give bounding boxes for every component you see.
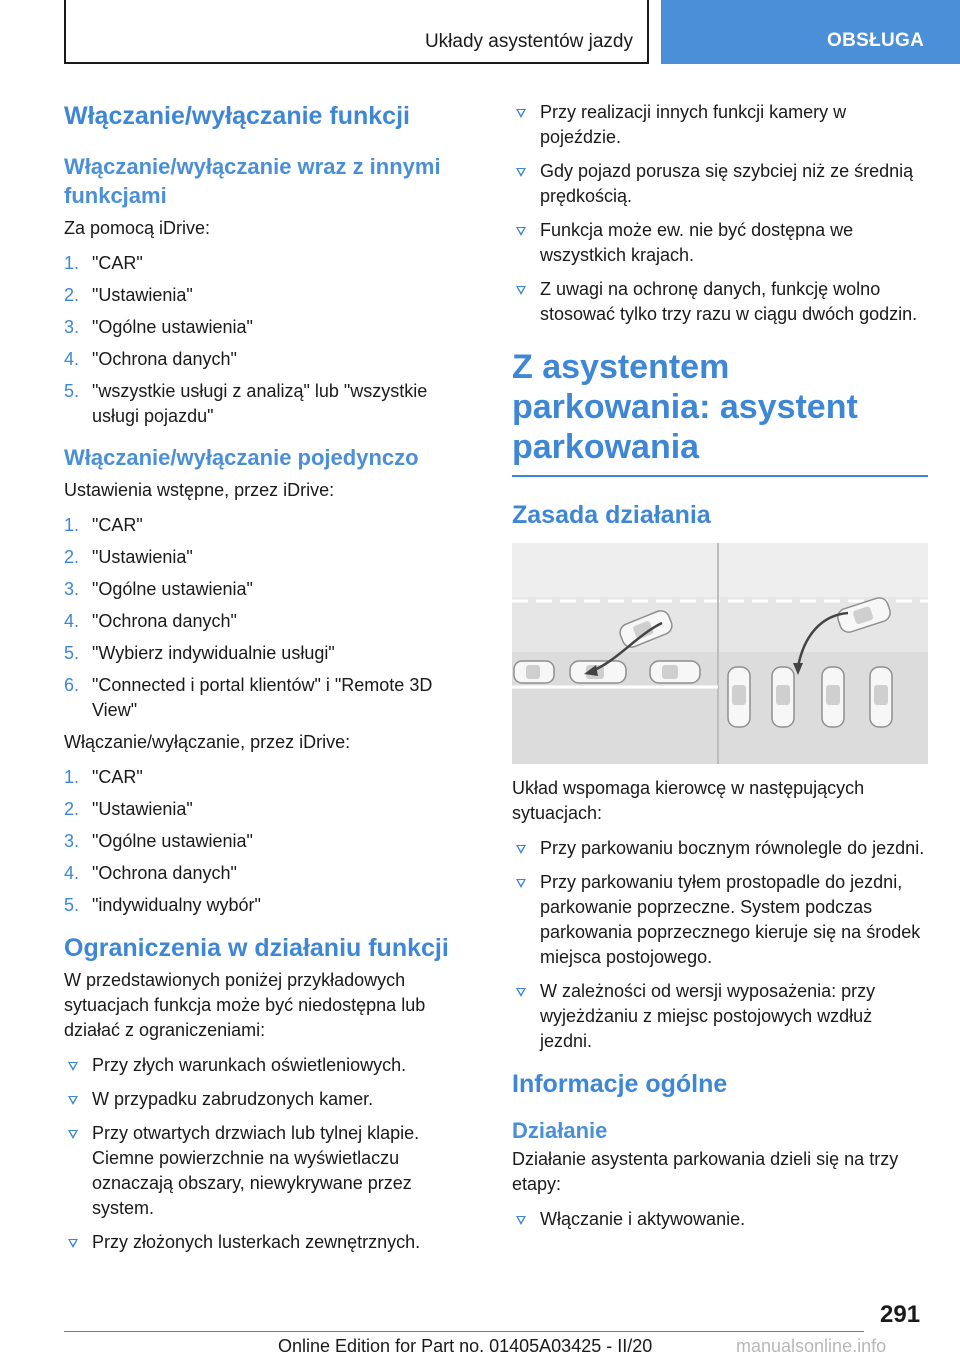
triangle-bullet-icon <box>68 1130 78 1139</box>
list-item: 3. "Ogólne ustawienia" <box>64 317 253 337</box>
left-column <box>64 100 476 1264</box>
triangle-bullet-icon <box>68 1239 78 1248</box>
list-item: 1. "CAR" <box>64 515 143 535</box>
list-item: 1. "CAR" <box>64 767 143 787</box>
triangle-bullet-icon <box>516 109 526 118</box>
header-chapter-label: OBSŁUGA <box>827 30 925 51</box>
heading-divider <box>512 475 928 477</box>
triangle-bullet-icon <box>516 227 526 236</box>
list-item: Przy otwartych drzwiach lub tylnej klapie. Ciemne powierzchnie na wyświetlaczu oznaczają obszary, niewykrywane przez system. <box>64 1121 476 1221</box>
list-item: 2. "Ustawienia" <box>64 547 193 567</box>
list-item: Przy złożonych lusterkach zewnętrznych. <box>64 1230 476 1255</box>
steps-list-3 <box>64 765 476 918</box>
heading-switch-with-others: Włączanie/wyłączanie wraz z innymi funkcjami <box>64 154 441 208</box>
heading-function-limits: Ograniczenia w działaniu funkcji <box>64 934 449 962</box>
list-item: Przy realizacji innych funkcji kamery w pojeździe. <box>512 100 928 150</box>
triangle-bullet-icon <box>516 168 526 177</box>
heading-function: Działanie <box>512 1118 608 1143</box>
list-item: Włączanie i aktywowanie. <box>512 1207 928 1232</box>
triangle-bullet-icon <box>516 988 526 997</box>
paragraph-limits: W przedstawionych poniżej przykładowych sytuacjach funkcja może być niedostępna lub działać z ograniczeniami: <box>64 970 426 1040</box>
list-item: 6. "Connected i portal klientów" i "Remote 3D View" <box>64 675 433 720</box>
triangle-bullet-icon <box>68 1096 78 1105</box>
list-item: 4. "Ochrona danych" <box>64 611 237 631</box>
list-item: 5. "Wybierz indywidualnie usługi" <box>64 643 335 663</box>
list-item: Funkcja może ew. nie być dostępna we wszystkich krajach. <box>512 218 928 268</box>
header-chapter-tab[interactable] <box>661 0 960 64</box>
triangle-bullet-icon <box>516 879 526 888</box>
list-item: W zależności od wersji wyposażenia: przy wyjeżdżaniu z miejsc postojowych wzdłuż jezdni. <box>512 979 928 1054</box>
triangle-bullet-icon <box>68 1062 78 1071</box>
footer-edition: Online Edition for Part no. 01405A03425 - II/20 <box>278 1336 653 1356</box>
paragraph-presets: Ustawienia wstępne, przez iDrive: <box>64 480 335 500</box>
page-number: 291 <box>880 1301 921 1328</box>
situations-bullet-list <box>512 836 928 1054</box>
list-item: 3. "Ogólne ustawienia" <box>64 831 253 851</box>
list-item: 2. "Ustawienia" <box>64 799 193 819</box>
limits-bullet-list <box>64 1053 476 1255</box>
steps-list-2 <box>64 513 476 723</box>
heading-parking-assistant: Z asystentem parkowania: asystent parkowania <box>512 348 858 466</box>
triangle-bullet-icon <box>516 286 526 295</box>
paragraph-onoff: Włączanie/wyłączanie, przez iDrive: <box>64 732 351 752</box>
paragraph-function: Działanie asystenta parkowania dzieli się na trzy etapy: <box>512 1149 899 1194</box>
list-item: Przy parkowaniu tyłem prostopadle do jezdni, parkowanie poprzeczne. System podczas parkowania poprzecznego kieruje się na środek miejsca postojowego. <box>512 870 928 970</box>
paragraph-idrive: Za pomocą iDrive: <box>64 218 211 238</box>
list-item: 4. "Ochrona danych" <box>64 863 237 883</box>
header-section-box <box>64 0 649 64</box>
list-item: 1. "CAR" <box>64 253 143 273</box>
steps-list-1 <box>64 251 476 429</box>
footer-watermark: manualsonline.info <box>736 1336 887 1356</box>
triangle-bullet-icon <box>516 1216 526 1225</box>
stages-bullet-list <box>512 1207 928 1232</box>
right-column <box>512 100 928 1241</box>
triangle-bullet-icon <box>516 845 526 854</box>
list-item: 4. "Ochrona danych" <box>64 349 237 369</box>
parking-illustration <box>512 543 928 764</box>
list-item: Przy parkowaniu bocznym równolegle do jezdni. <box>512 836 928 861</box>
footer-divider <box>64 1331 864 1332</box>
list-item: W przypadku zabrudzonych kamer. <box>64 1087 476 1112</box>
heading-switch-individually: Włączanie/wyłączanie pojedynczo <box>64 445 419 470</box>
heading-principle: Zasada działania <box>512 501 711 529</box>
list-item: Przy złych warunkach oświetleniowych. <box>64 1053 476 1078</box>
list-item: Z uwagi na ochronę danych, funkcję wolno stosować tylko trzy razu w ciągu dwóch godzin. <box>512 277 928 327</box>
heading-switch-functions: Włączanie/wyłączanie funkcji <box>64 102 410 130</box>
heading-general-info: Informacje ogólne <box>512 1070 728 1098</box>
list-item: 2. "Ustawienia" <box>64 285 193 305</box>
parking-illustration-svg <box>512 543 928 764</box>
list-item: 5. "wszystkie usługi z analizą" lub "wszystkie usługi pojazdu" <box>64 381 428 426</box>
limits-bullet-list-continued <box>512 100 928 327</box>
list-item: 5. "indywidualny wybór" <box>64 895 261 915</box>
header-section-title: Układy asystentów jazdy <box>424 31 633 52</box>
list-item: 3. "Ogólne ustawienia" <box>64 579 253 599</box>
list-item: Gdy pojazd porusza się szybciej niż ze średnią prędkością. <box>512 159 928 209</box>
paragraph-situations: Układ wspomaga kierowcę w następujących sytuacjach: <box>512 778 865 823</box>
